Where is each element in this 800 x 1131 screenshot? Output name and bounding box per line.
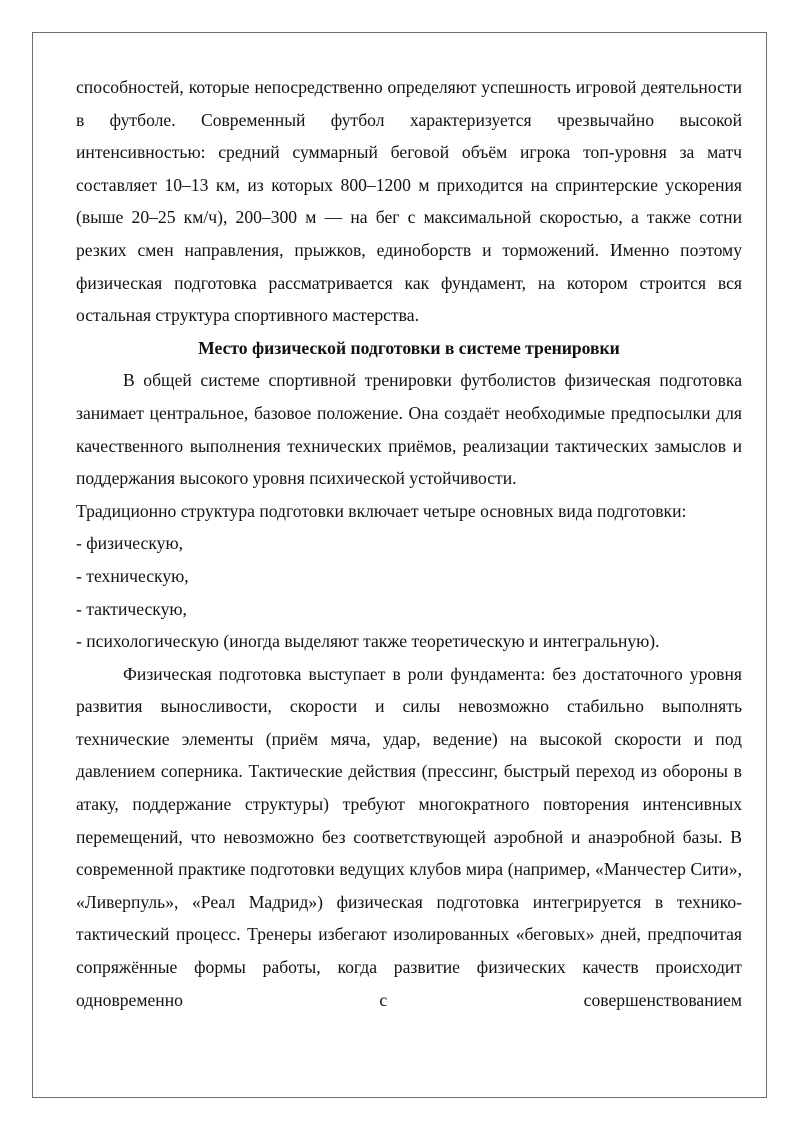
- document-body: [76, 71, 742, 1016]
- paragraph-system: В общей системе спортивной тренировки футболистов физическая подготовка занимает центральное, базовое положение. Она создаёт необходимые предпосылки для качественного выполнения технических приёмов, реализации тактических замыслов и поддержания высокого уровня психической устойчивости.: [76, 370, 742, 489]
- paragraph-foundation: Физическая подготовка выступает в роли фундамента: без достаточного уровня развития выносливости, скорости и силы невозможно стабильно выполнять технические элементы (приём мяча, удар, ведение) на высокой скорости и под давлением соперника. Тактические действия (прессинг, быстрый переход из обороны в атаку, поддержание структуры) требуют многократного повторения интенсивных перемещений, что невозможно без соответствующей аэробной и анаэробной базы. В современной практике подготовки ведущих клубов мира (например, «Манчестер Сити», «Ливерпуль», «Реал Мадрид») физическая подготовка интегрируется в технико-тактический процесс. Тренеры избегают изолированных «беговых» дней, предпочитая сопряжённые формы работы, когда развитие физических качеств происходит одновременно с совершенствованием: [76, 663, 742, 1010]
- section-heading: Место физической подготовки в системе тренировки: [198, 337, 620, 358]
- list-intro: Традиционно структура подготовки включает четыре основных вида подготовки:: [76, 500, 687, 521]
- list-item: - физическую,: [76, 533, 183, 554]
- list-item: - психологическую (иногда выделяют также теоретическую и интегральную).: [76, 631, 660, 652]
- list-item: - тактическую,: [76, 598, 187, 619]
- list-item: - техническую,: [76, 565, 189, 586]
- paragraph-intro: способностей, которые непосредственно определяют успешность игровой деятельности в футболе. Современный футбол характеризуется чрезвычайно высокой интенсивностью: средний суммарный беговой объём игрока топ-уровня за матч составляет 10–13 км, из которых 800–1200 м приходится на спринтерские ускорения (выше 20–25 км/ч), 200–300 м — на бег с максимальной скоростью, а также сотни резких смен направления, прыжков, единоборств и торможений. Именно поэтому физическая подготовка рассматривается как фундамент, на котором строится вся остальная структура спортивного мастерства.: [76, 77, 742, 326]
